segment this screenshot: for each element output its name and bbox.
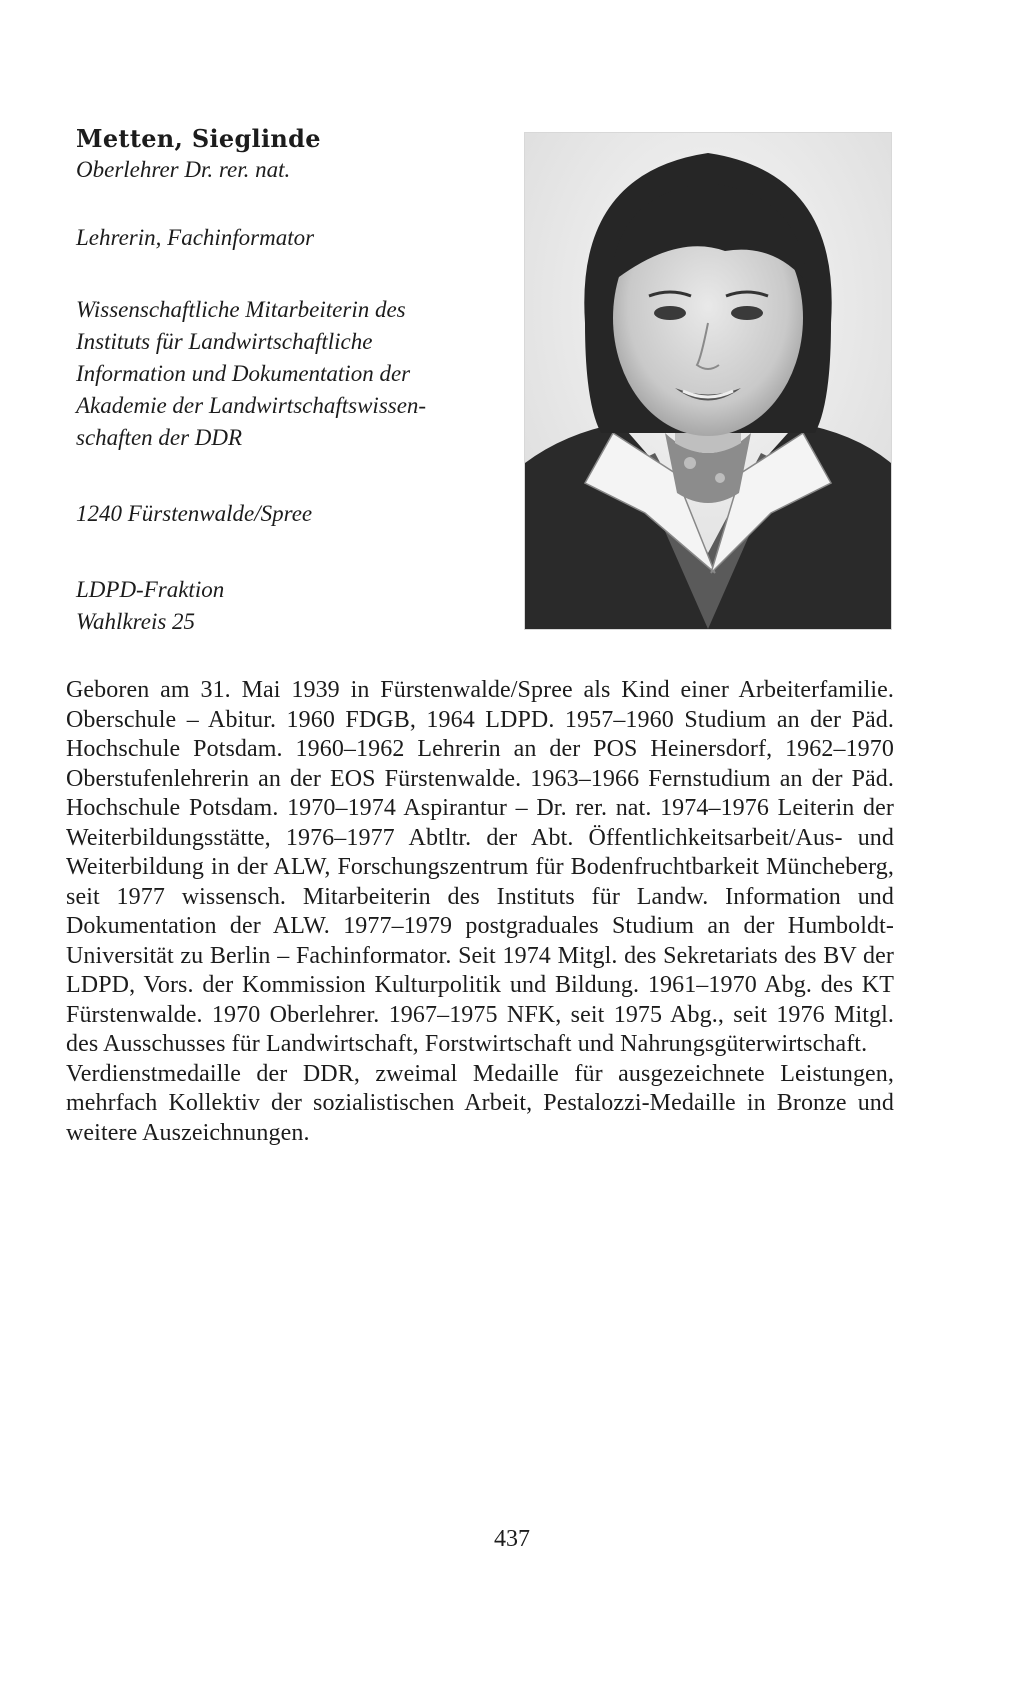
faction: LDPD-Fraktion — [76, 577, 225, 602]
awards-paragraph: Verdienstmedaille der DDR, zweimal Medaille für ausgezeichnete Leistungen, mehrfach Kollektiv der sozialistischen Arbeit, Pestalozzi-Medaille in Bronze und weitere Auszeichnungen. — [66, 1060, 894, 1146]
person-name: Metten, Sieglinde — [76, 124, 321, 153]
location: 1240 Fürstenwalde/Spree — [76, 501, 313, 526]
biography-paragraph: Geboren am 31. Mai 1939 in Fürstenwalde/Spree als Kind einer Arbeiterfamilie. Oberschule – Abitur. 1960 FDGB, 1964 LDPD. 1957–1960 Studium an der Päd. Hochschule Potsdam. 1960–1962 Lehrerin an der POS Heinersdorf, 1962–1970 Oberstufenlehrerin an der EOS Fürstenwalde. 1963–1966 Fernstudium an der Päd. Hochschule Potsdam. 1970–1974 Aspirantur – Dr. rer. nat. 1974–1976 Leiterin der Weiterbildungsstätte, 1976–1977 Abtltr. der Abt. Öffentlichkeitsarbeit/Aus- und Weiterbildung in der ALW, Forschungszentrum für Bodenfruchtbarkeit Müncheberg, seit 1977 wissensch. Mitarbeiterin des Instituts für Landw. Information und Dokumentation der ALW. 1977–1979 postgraduales Studium an der Humboldt-Universität zu Berlin – Fachinformator. Seit 1974 Mitgl. des Sekretariats des BV der LDPD, Vors. der Kommission Kulturpolitik und Bildung. 1961–1970 Abg. des KT Fürstenwalde. 1970 Oberlehrer. 1967–1975 NFK, seit 1975 Abg., seit 1976 Mitgl. des Ausschusses für Landwirtschaft, Forstwirtschaft und Nahrungsgüterwirtschaft. — [66, 677, 894, 1057]
constituency: Wahlkreis 25 — [76, 609, 196, 634]
academic-title: Oberlehrer Dr. rer. nat. — [76, 157, 291, 182]
faction-block — [76, 574, 506, 638]
position-line: Wissenschaftliche Mitarbeiterin des — [76, 297, 406, 322]
entry-header — [76, 124, 506, 638]
position-block — [76, 294, 506, 454]
position-line: schaften der DDR — [76, 425, 243, 450]
portrait-illustration — [525, 133, 891, 629]
portrait-photo — [524, 132, 892, 630]
position-line: Akademie der Landwirtschaftswissen- — [76, 393, 427, 418]
position-line: Instituts für Landwirtschaftliche — [76, 329, 373, 354]
page-number: 437 — [494, 1526, 530, 1552]
profession: Lehrerin, Fachinformator — [76, 225, 315, 250]
position-line: Information und Dokumentation der — [76, 361, 411, 386]
biography — [66, 676, 894, 1148]
